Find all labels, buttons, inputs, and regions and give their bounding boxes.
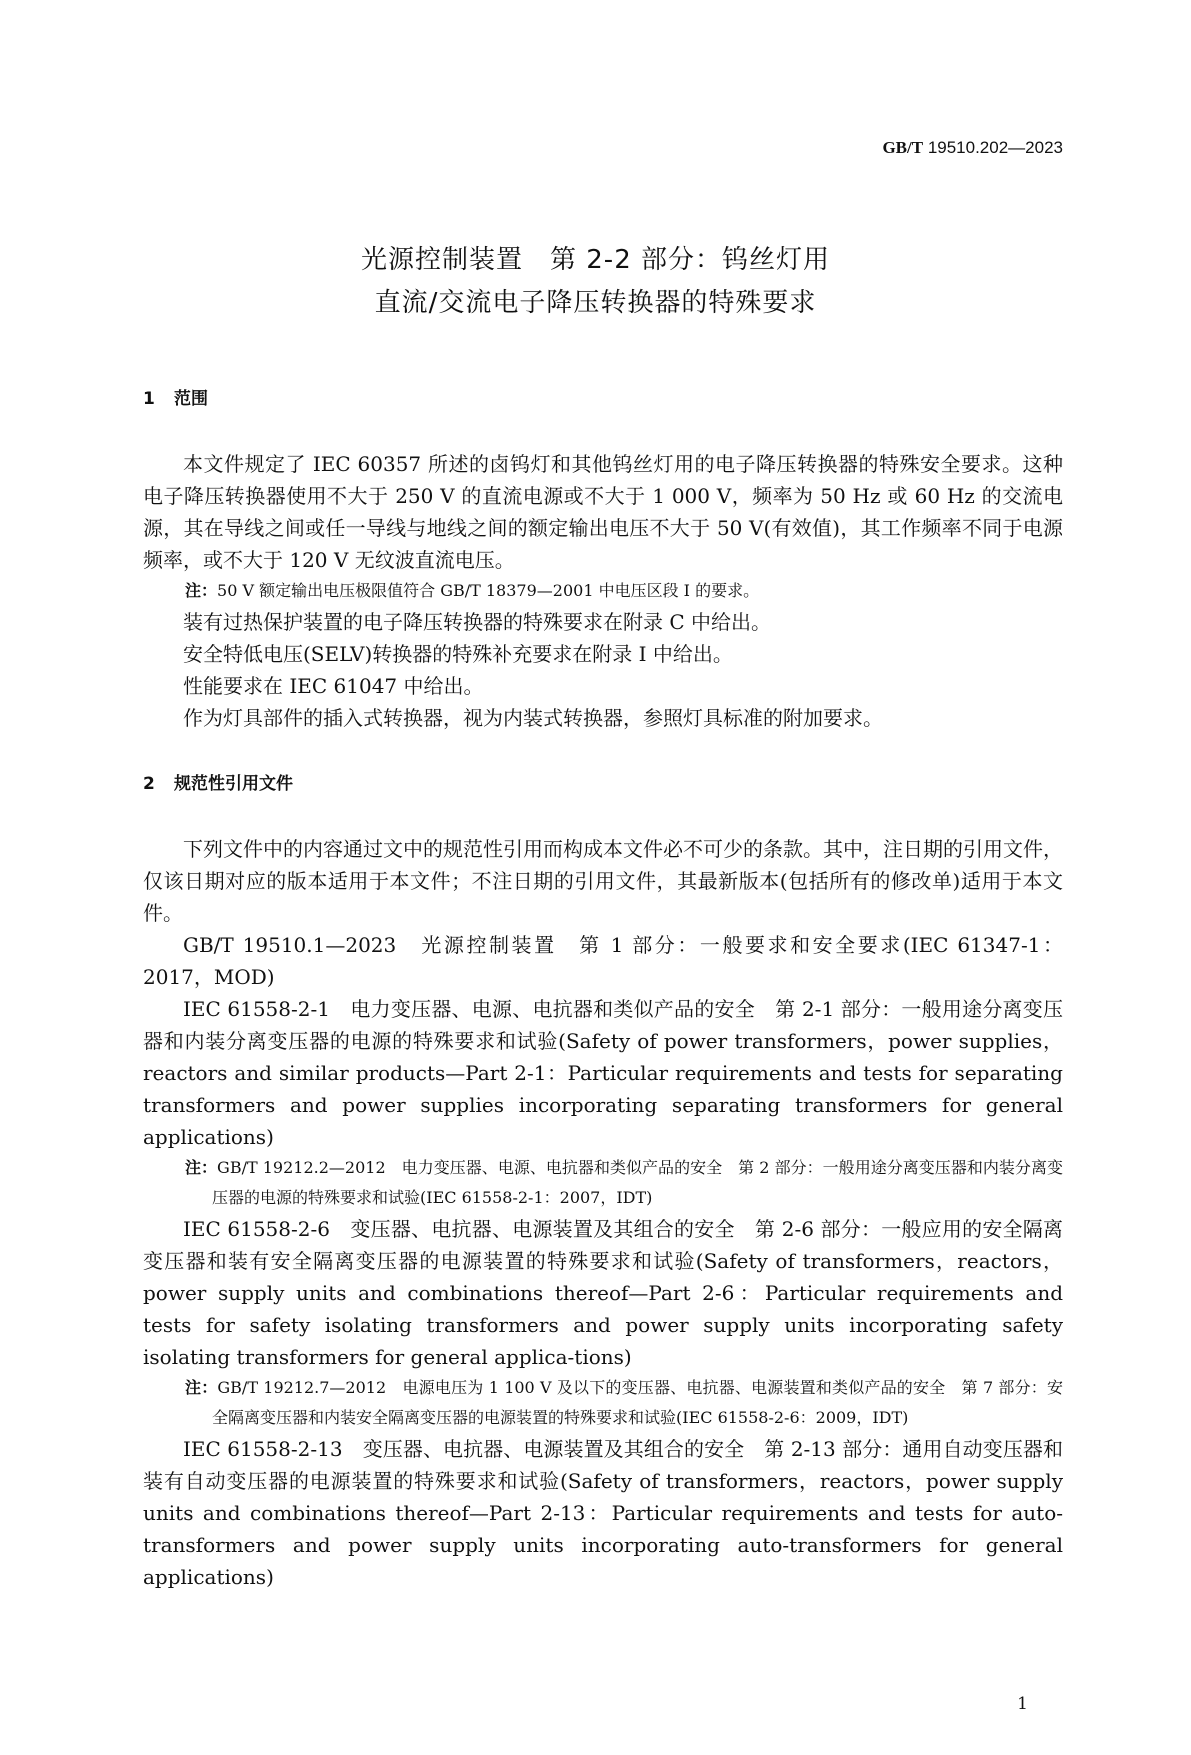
standard-number: 19510.202—2023 (927, 138, 1063, 157)
scope-paragraph-performance: 性能要求在 IEC 61047 中给出。 (183, 674, 484, 698)
note-label: 注： (185, 1378, 218, 1397)
scope-paragraph-annex-c: 装有过热保护装置的电子降压转换器的特殊要求在附录 C 中给出。 (183, 610, 772, 634)
title-line-1: 光源控制装置 第 2-2 部分：钨丝灯用 (361, 245, 830, 275)
section-heading-scope (143, 388, 1063, 410)
note-label: 注： (185, 581, 218, 600)
reference-item: IEC 61558-2-6 变压器、电抗器、电源装置及其组合的安全 第 2-6 部分：一般应用的安全隔离变压器和装有安全隔离变压器的电源装置的特殊要求和试验(Safety of transformers，reactors，power supply units and combinations thereof—Part 2-6：Particular requirements and tests for safety isolating transformers and power supply units incorporating safety isolating transformers for general applica-tions) (143, 1217, 1063, 1369)
reference-item: GB/T 19510.1—2023 光源控制装置 第 1 部分：一般要求和安全要求(IEC 61347-1：2017，MOD) (143, 933, 1063, 989)
section-number: 1 (143, 389, 155, 409)
note-text: GB/T 19212.7—2012 电源电压为 1 100 V 及以下的变压器、电抗器、电源装置和类似产品的安全 第 7 部分：安全隔离变压器和内装安全隔离变压器的电源装置的特殊要求和试验(IEC 61558-2-6：2009，IDT) (212, 1378, 1063, 1427)
page-number: 1 (1017, 1694, 1028, 1714)
section-number: 2 (143, 774, 155, 794)
note-label: 注： (185, 1158, 218, 1177)
note-text: GB/T 19212.2—2012 电力变压器、电源、电抗器和类似产品的安全 第 2 部分：一般用途分离变压器和内装分离变压器的电源的特殊要求和试验(IEC 61558-2-1：2007，IDT) (212, 1158, 1063, 1207)
document-body (143, 388, 1063, 1755)
section-title: 范围 (174, 389, 208, 409)
scope-paragraph: 本文件规定了 IEC 60357 所述的卤钨灯和其他钨丝灯用的电子降压转换器的特殊安全要求。这种电子降压转换器使用不大于 250 V 的直流电源或不大于 1 000 V，频率为 50 Hz 或 60 Hz 的交流电源，其在导线之间或任一导线与地线之间的额定输出电压不大于 50 V(有效值)，其工作频率不同于电源频率，或不大于 120 V 无纹波直流电压。 (143, 452, 1063, 572)
title-line-2: 直流/交流电子降压转换器的特殊要求 (374, 288, 817, 318)
note-text: 50 V 额定输出电压极限值符合 GB/T 18379—2001 中电压区段 I 的要求。 (217, 581, 760, 600)
standard-prefix: GB/T (882, 138, 924, 157)
reference-item: IEC 61558-2-13 变压器、电抗器、电源装置及其组合的安全 第 2-13 部分：通用自动变压器和装有自动变压器的电源装置的特殊要求和试验(Safety of transformers，reactors，power supply units and combinations thereof—Part 2-13：Particular requirements and tests for auto-transformers and power supply units incorporating auto-transformers for general applications) (143, 1437, 1063, 1589)
reference-note (185, 1373, 1063, 1433)
reference-item: IEC 61558-2-1 电力变压器、电源、电抗器和类似产品的安全 第 2-1 部分：一般用途分离变压器和内装分离变压器的电源的特殊要求和试验(Safety of power transformers，power supplies，reactors and similar products—Part 2-1：Particular requirements and tests for separating transformers and power supplies incorporating separating transformers for general applications) (143, 997, 1063, 1149)
section-title: 规范性引用文件 (174, 774, 293, 794)
reference-note (185, 1153, 1063, 1213)
section-heading-references (143, 773, 1063, 795)
scope-note (185, 576, 1063, 606)
document-title (0, 239, 1191, 325)
document-code (882, 138, 1063, 158)
scope-paragraph-plug-in: 作为灯具部件的插入式转换器，视为内装式转换器，参照灯具标准的附加要求。 (183, 706, 883, 730)
references-intro: 下列文件中的内容通过文中的规范性引用而构成本文件必不可少的条款。其中，注日期的引用文件，仅该日期对应的版本适用于本文件；不注日期的引用文件，其最新版本(包括所有的修改单)适用于本文件。 (143, 837, 1063, 925)
scope-paragraph-annex-i: 安全特低电压(SELV)转换器的特殊补充要求在附录 I 中给出。 (183, 642, 733, 666)
